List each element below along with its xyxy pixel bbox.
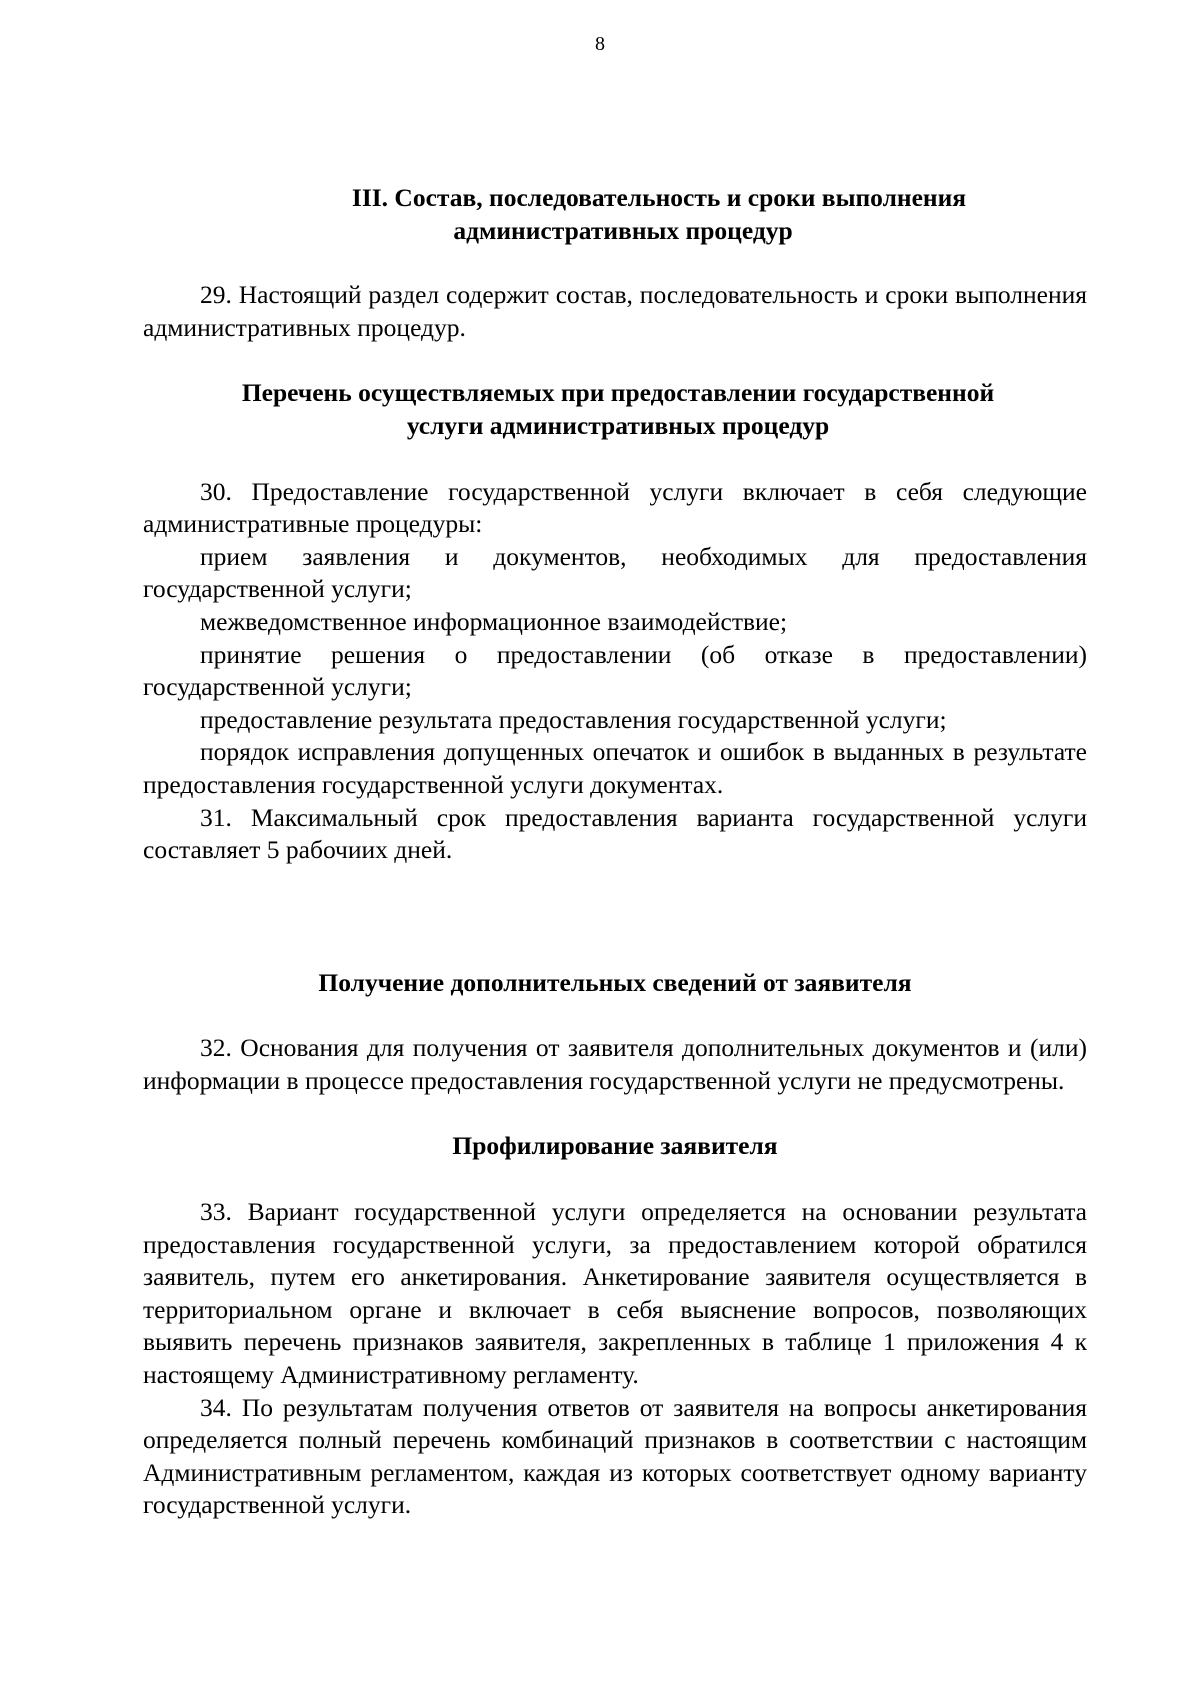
procedure-item-4: предоставление результата предоставления государственной услуги;	[200, 704, 947, 734]
paragraph-34: 34. По результатам получения ответов от заявителя на вопросы анкетирования определяется полный перечень комбинаций признаков в соответствии с настоящим Административным регламентом, каждая из которых соответствует одному варианту государственной услуги.	[143, 1392, 1087, 1520]
page-content	[143, 182, 1087, 1522]
paragraph-29: 29. Настоящий раздел содержит состав, последовательность и сроки выполнения административных процедур.	[143, 280, 1087, 342]
paragraph-31: 31. Максимальный срок предоставления варианта государственной услуги составляет 5 рабочиих дней.	[143, 802, 1087, 865]
paragraph-30: 30. Предоставление государственной услуги включает в себя следующие административные процедуры:	[143, 476, 1087, 539]
section-title	[143, 182, 1087, 247]
page-number: 8	[595, 33, 605, 55]
subsection-title-profiling: Профилирование заявителя	[452, 1131, 778, 1161]
section-title-line-1: III. Состав, последовательность и сроки выполнения	[351, 183, 967, 212]
procedure-item-3: принятие решения о предоставлении (об отказе в предоставлении) государственной услуги;	[143, 639, 1087, 702]
procedure-item-5: порядок исправления допущенных опечаток и ошибок в выданных в результате предоставления государственной услуги документах.	[143, 737, 1087, 799]
procedure-item-2: межведомственное информационное взаимодействие;	[200, 606, 788, 636]
subsection-title-additional-info: Получение дополнительных сведений от заявителя	[318, 967, 912, 997]
subsection-title-procedures	[143, 377, 1087, 442]
procedure-item-1: прием заявления и документов, необходимых для предоставления государственной услуги;	[143, 541, 1087, 604]
section-title-line-2: административных процедур	[453, 215, 793, 245]
paragraph-33: 33. Вариант государственной услуги определяется на основании результата предоставления государственной услуги, за предоставлением которой обратился заявитель, путем его анкетирования. Анкетирование заявителя осуществляется в территориальном органе и включает в себя выяснение вопросов, позволяющих выявить перечень признаков заявителя, закрепленных в таблице 1 приложения 4 к настоящему Административному регламенту.	[143, 1197, 1087, 1390]
paragraph-32: 32. Основания для получения от заявителя дополнительных документов и (или) информации в процессе предоставления государственной услуги не предусмотрены.	[143, 1033, 1087, 1095]
subsection-title-procedures-line-1: Перечень осуществляемых при предоставлении государственной	[241, 378, 995, 408]
subsection-title-procedures-line-2: услуги административных процедур	[406, 410, 830, 440]
